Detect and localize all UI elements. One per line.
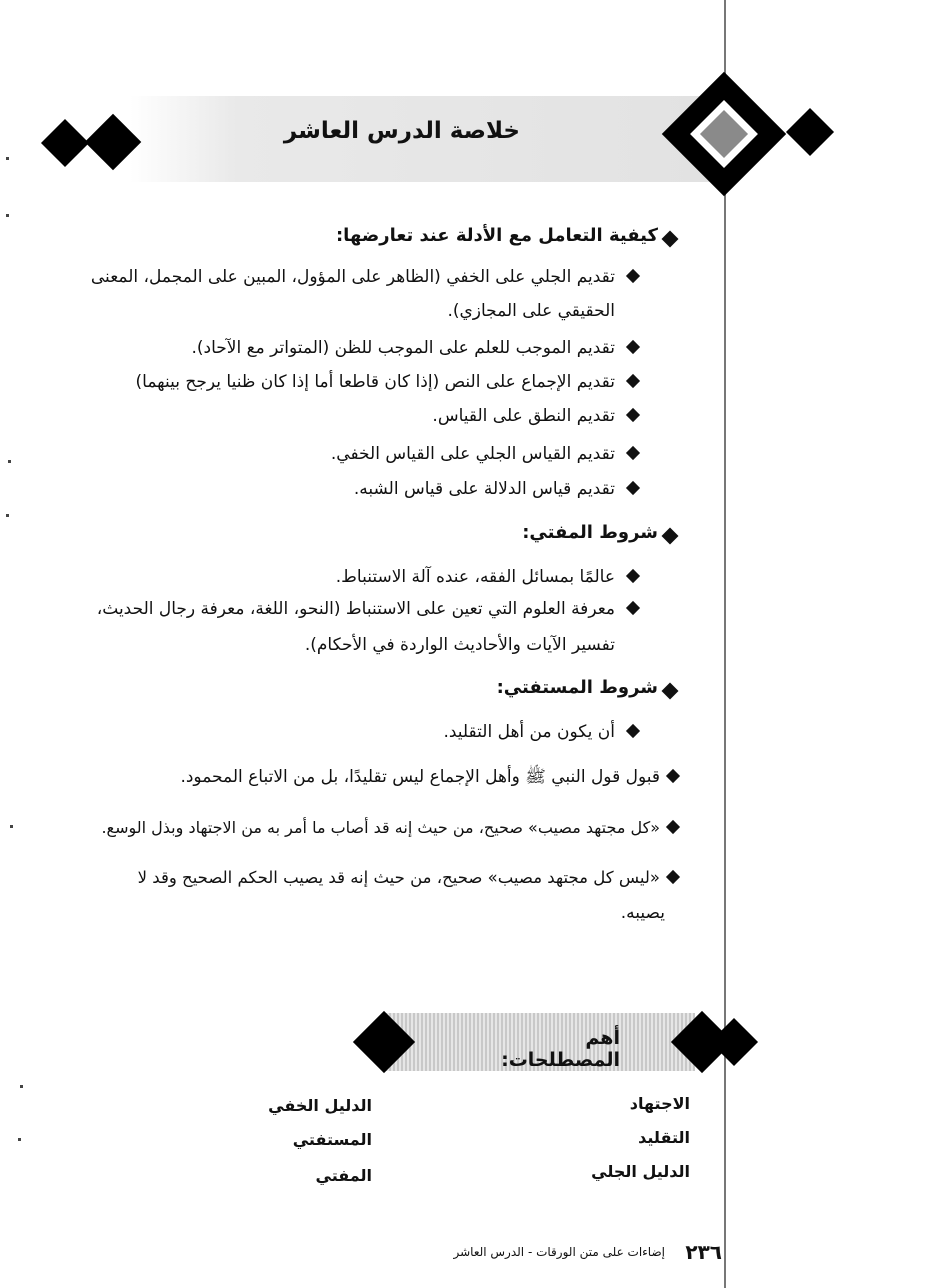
header-diamond-right bbox=[786, 108, 834, 156]
list-item: تقديم القياس الجلي على القياس الخفي. bbox=[330, 444, 615, 464]
statement-bullet-icon bbox=[666, 769, 680, 783]
section-heading-conflict: كيفية التعامل مع الأدلة عند تعارضها: bbox=[335, 225, 658, 246]
summary-title: خلاصة الدرس العاشر bbox=[283, 118, 520, 144]
bullet-icon bbox=[626, 481, 640, 495]
terms-title: أهم المصطلحات: bbox=[501, 1027, 620, 1071]
term-item: الدليل الجلي bbox=[591, 1162, 690, 1181]
page-number: ٢٣٦ bbox=[685, 1240, 722, 1264]
scan-speck bbox=[20, 1085, 23, 1088]
scan-speck bbox=[6, 514, 9, 517]
statement: «ليس كل مجتهد مصيب» صحيح، من حيث إنه قد يصيب الحكم الصحيح وقد لا bbox=[137, 868, 660, 887]
heading-bullet-icon bbox=[662, 683, 679, 700]
statement: قبول قول النبي ﷺ وأهل الإجماع ليس تقليدًا، بل من الاتباع المحمود. bbox=[180, 767, 660, 787]
bullet-icon bbox=[626, 724, 640, 738]
running-title: إضاءات على متن الورقات - الدرس العاشر bbox=[453, 1245, 665, 1259]
statement-continuation: يصيبه. bbox=[620, 903, 665, 923]
term-item: الدليل الخفي bbox=[268, 1096, 372, 1115]
list-item: تقديم الموجب للعلم على الموجب للظن (المتواتر مع الآحاد). bbox=[191, 338, 615, 358]
list-item: أن يكون من أهل التقليد. bbox=[443, 722, 615, 742]
heading-bullet-icon bbox=[662, 528, 679, 545]
bullet-icon bbox=[626, 446, 640, 460]
list-item-continuation: الحقيقي على المجازي). bbox=[447, 301, 615, 321]
scan-speck bbox=[18, 1138, 21, 1141]
bullet-icon bbox=[626, 340, 640, 354]
statement: «كل مجتهد مصيب» صحيح، من حيث إنه قد أصاب ما أمر به من الاجتهاد وبذل الوسع. bbox=[101, 818, 660, 837]
statement-bullet-icon bbox=[666, 870, 680, 884]
section-heading-mufti: شروط المفتي: bbox=[522, 522, 658, 543]
bullet-icon bbox=[626, 269, 640, 283]
term-item: المستفتي bbox=[292, 1130, 372, 1149]
list-item: تقديم الإجماع على النص (إذا كان قاطعا أما إذا كان ظنيا يرجح بينهما) bbox=[135, 372, 615, 392]
list-item: تقديم النطق على القياس. bbox=[432, 406, 615, 426]
term-item: التقليد bbox=[638, 1128, 690, 1147]
term-item: الاجتهاد bbox=[629, 1094, 690, 1113]
section-heading-mustafti: شروط المستفتي: bbox=[496, 677, 658, 698]
scan-speck bbox=[10, 825, 13, 828]
scan-speck bbox=[6, 214, 9, 217]
list-item: تقديم قياس الدلالة على قياس الشبه. bbox=[353, 479, 615, 499]
statement-bullet-icon bbox=[666, 820, 680, 834]
list-item: معرفة العلوم التي تعين على الاستنباط (النحو، اللغة، معرفة رجال الحديث، bbox=[96, 599, 615, 619]
list-item-continuation: تفسير الآيات والأحاديث الواردة في الأحكام). bbox=[304, 635, 615, 655]
heading-bullet-icon bbox=[662, 231, 679, 248]
header-diamond-left-1 bbox=[41, 119, 89, 167]
bullet-icon bbox=[626, 569, 640, 583]
scan-speck bbox=[6, 157, 9, 160]
bullet-icon bbox=[626, 374, 640, 388]
bullet-icon bbox=[626, 408, 640, 422]
term-item: المفتي bbox=[315, 1166, 372, 1185]
list-item: عالمًا بمسائل الفقه، عنده آلة الاستنباط. bbox=[335, 567, 615, 587]
scan-speck bbox=[8, 460, 11, 463]
list-item: تقديم الجلي على الخفي (الظاهر على المؤول، المبين على المجمل، المعنى bbox=[90, 267, 615, 287]
bullet-icon bbox=[626, 601, 640, 615]
